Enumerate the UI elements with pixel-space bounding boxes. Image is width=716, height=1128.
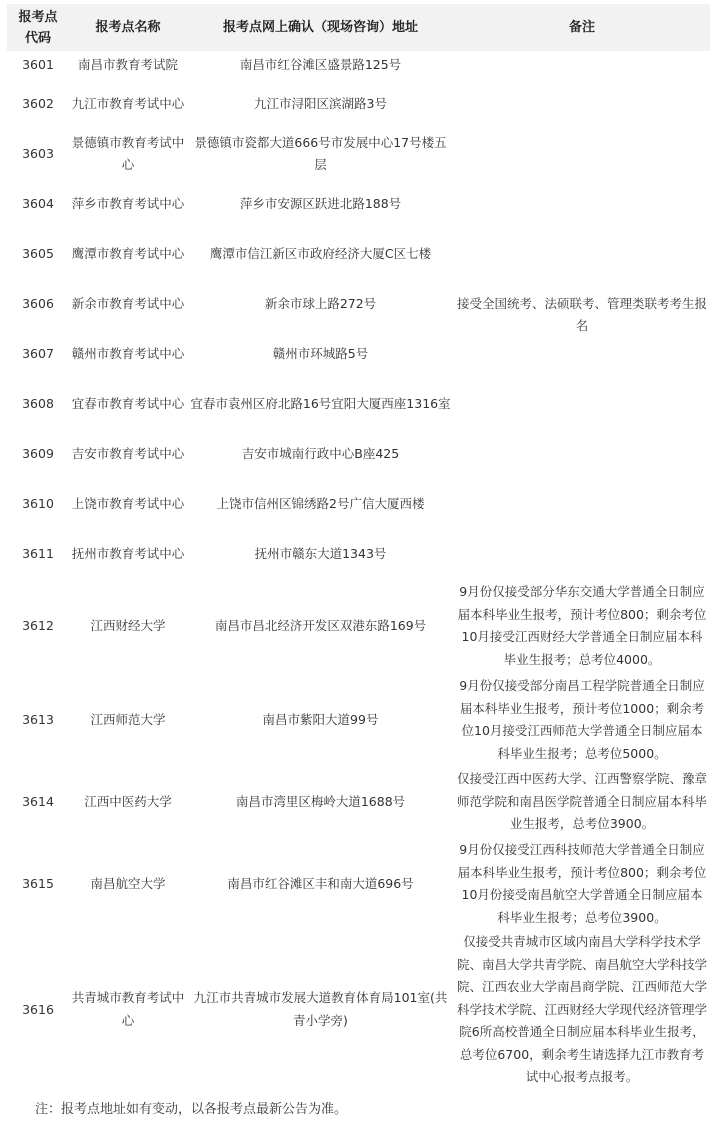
site-address: 九江市共青城市发展大道教育体育局101室(共青小学旁) [193,990,448,1028]
merged-remark [454,51,710,579]
site-address: 鹰潭市信江新区市政府经济大厦C区七楼 [209,245,432,261]
site-address: 南昌市红谷滩区丰和南大道696号 [227,875,414,891]
site-name: 鹰潭市教育考试中心 [71,245,185,261]
table-row [7,579,710,673]
header-name: 报考点名称 [69,4,187,51]
site-code: 3615 [22,875,54,891]
site-address: 抚州市赣东大道1343号 [254,545,387,561]
site-address: 萍乡市安源区跃进北路188号 [239,195,402,211]
site-code: 3609 [22,445,54,461]
table-row [7,51,710,79]
table-header-row [7,4,710,51]
site-address: 南昌市紫阳大道99号 [262,711,379,727]
table-row [7,767,710,837]
header-code: 报考点代码 [7,4,69,51]
site-code: 3607 [22,345,54,361]
site-remark: 9月份仅接受江西科技师范大学普通全日制应届本科毕业生报考，预计考位800；剩余考位10月份接受南昌航空大学普通全日制应届本科毕业生报考；总考位3900。 [457,842,707,925]
header-address: 报考点网上确认（现场咨询）地址 [187,4,454,51]
site-name: 抚州市教育考试中心 [71,545,185,561]
site-address: 南昌市湾里区梅岭大道1688号 [235,793,406,809]
site-code: 3603 [22,145,54,161]
site-address: 上饶市信州区锦绣路2号广信大厦西楼 [216,495,425,511]
site-code: 3605 [22,245,54,261]
site-code: 3613 [22,711,54,727]
footnote: 注：报考点地址如有变动，以各报考点最新公告为准。 [35,1102,348,1117]
site-name: 江西财经大学 [90,617,166,633]
site-name: 南昌市教育考试院 [77,56,178,72]
site-code: 3602 [22,95,54,111]
site-code: 3616 [22,1001,54,1017]
site-name: 南昌航空大学 [90,875,166,891]
table-row [7,673,710,767]
site-name: 宜春市教育考试中心 [71,395,185,411]
site-code: 3611 [22,545,54,561]
site-address: 南昌市红谷滩区盛景路125号 [239,56,402,72]
site-remark: 9月份仅接受部分南昌工程学院普通全日制应届本科毕业生报考，预计考位1000；剩余考位10月接受江西师范大学普通全日制应届本科毕业生报考；总考位5000。 [459,678,705,761]
site-remark: 仅接受江西中医药大学、江西警察学院、豫章师范学院和南昌医学院普通全日制应届本科毕业生报考，总考位3900。 [456,771,707,832]
site-address: 景德镇市瓷都大道666号市发展中心17号楼五层 [194,134,447,172]
site-name: 吉安市教育考试中心 [71,445,185,461]
site-code: 3604 [22,195,54,211]
site-code: 3608 [22,395,54,411]
site-name: 萍乡市教育考试中心 [71,195,185,211]
table-row [7,931,710,1089]
site-address: 赣州市环城路5号 [272,345,369,361]
site-name: 江西师范大学 [90,711,166,727]
site-name: 九江市教育考试中心 [71,95,185,111]
site-code: 3614 [22,793,54,809]
site-name: 上饶市教育考试中心 [71,495,185,511]
site-address: 南昌市昌北经济开发区双港东路169号 [214,617,427,633]
table-row [7,837,710,931]
site-name: 共青城市教育考试中心 [71,990,185,1028]
site-address: 宜春市袁州区府北路16号宜阳大厦西座1316室 [190,395,451,411]
site-remark: 仅接受共青城市区域内南昌大学科学技术学院、南昌大学共青学院、南昌航空大学科技学院、江西农业大学南昌商学院、江西师范大学科学技术学院、江西财经大学现代经济管理学院6所高校普通全日制应届本科毕业生报考，总考位6700，剩余考生请选择九江市教育考试中心报考点报考。 [456,934,707,1084]
site-name: 新余市教育考试中心 [71,295,185,311]
site-address: 九江市浔阳区滨湖路3号 [254,95,387,111]
site-name: 景德镇市教育考试中心 [71,134,185,172]
site-code: 3606 [22,295,54,311]
site-code: 3612 [22,617,54,633]
site-name: 赣州市教育考试中心 [71,345,185,361]
site-code: 3601 [22,56,54,72]
site-remark: 9月份仅接受部分华东交通大学普通全日制应届本科毕业生报考，预计考位800；剩余考位10月接受江西财经大学普通全日制应届本科毕业生报考；总考位4000。 [457,584,707,667]
merged-remark-text: 接受全国统考、法硕联考、管理类联考考生报名 [456,295,707,333]
site-code: 3610 [22,495,54,511]
site-name: 江西中医药大学 [84,793,172,809]
exam-site-table [7,4,710,1089]
table-body [7,51,710,1089]
header-remark: 备注 [454,4,710,51]
site-address: 吉安市城南行政中心B座425 [241,445,400,461]
site-address: 新余市球上路272号 [264,295,377,311]
